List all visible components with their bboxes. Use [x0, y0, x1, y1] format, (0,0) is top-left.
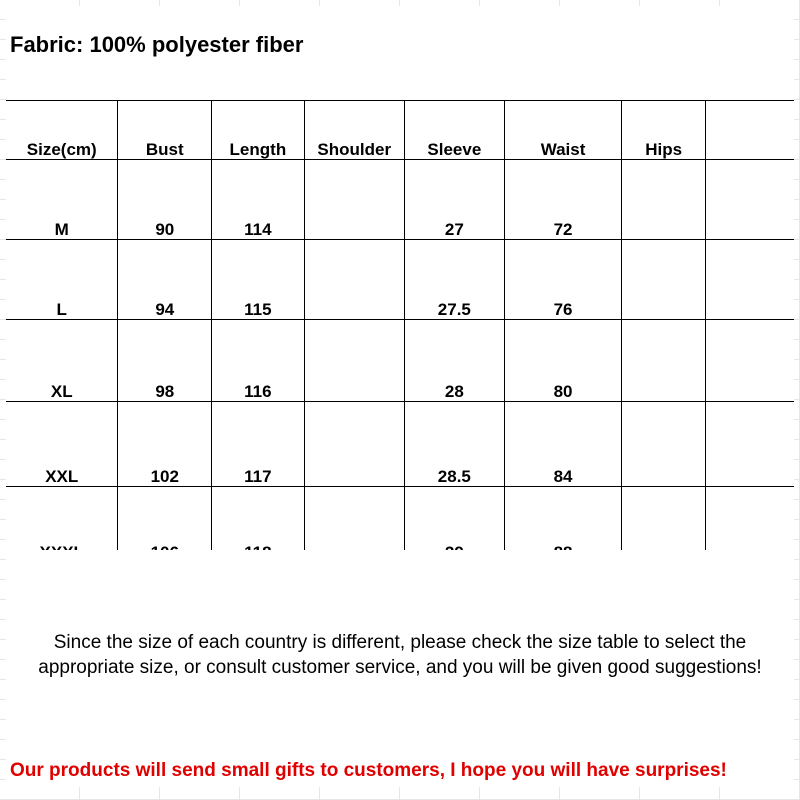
blank-row: [6, 550, 794, 615]
column-header-length: Length: [212, 101, 305, 160]
waist-cell: 84: [504, 402, 621, 487]
sleeve-cell: 27: [404, 160, 504, 240]
bust-cell: 90: [118, 160, 212, 240]
table-header-row: [6, 101, 794, 160]
column-header-hips: Hips: [622, 101, 706, 160]
size-notice: Since the size of each country is different, please check the size table to select the appropriate size, or consult customer service, and you will be given good suggestions!: [6, 614, 794, 705]
table-row: [6, 160, 794, 240]
column-header-sleeve: Sleeve: [404, 101, 504, 160]
hips-cell: [622, 320, 706, 402]
bust-cell: 98: [118, 320, 212, 402]
waist-cell: 72: [504, 160, 621, 240]
extra-cell: [706, 240, 794, 320]
promo-banner: Our products will send small gifts to customers, I hope you will have surprises!: [6, 704, 794, 787]
hips-cell: [622, 160, 706, 240]
table-row: [6, 240, 794, 320]
column-header-extra: [706, 101, 794, 160]
length-cell: 115: [212, 240, 305, 320]
column-header-bust: Bust: [118, 101, 212, 160]
shoulder-cell: [304, 240, 404, 320]
extra-cell: [706, 160, 794, 240]
sleeve-cell: 27.5: [404, 240, 504, 320]
blank-row: [6, 58, 794, 101]
bust-cell: 94: [118, 240, 212, 320]
column-header-waist: Waist: [504, 101, 621, 160]
size-table: [6, 100, 794, 563]
length-cell: 114: [212, 160, 305, 240]
length-cell: 117: [212, 402, 305, 487]
table-row: [6, 320, 794, 402]
shoulder-cell: [304, 320, 404, 402]
fabric-title: Fabric: 100% polyester fiber: [6, 6, 794, 59]
size-cell: XL: [6, 320, 118, 402]
table-row: [6, 402, 794, 487]
size-cell: M: [6, 160, 118, 240]
hips-cell: [622, 240, 706, 320]
shoulder-cell: [304, 402, 404, 487]
column-header-size: Size(cm): [6, 101, 118, 160]
waist-cell: 80: [504, 320, 621, 402]
size-cell: XXL: [6, 402, 118, 487]
length-cell: 116: [212, 320, 305, 402]
extra-cell: [706, 402, 794, 487]
shoulder-cell: [304, 160, 404, 240]
bust-cell: 102: [118, 402, 212, 487]
column-header-shoulder: Shoulder: [304, 101, 404, 160]
extra-cell: [706, 320, 794, 402]
sleeve-cell: 28.5: [404, 402, 504, 487]
waist-cell: 76: [504, 240, 621, 320]
hips-cell: [622, 402, 706, 487]
size-cell: L: [6, 240, 118, 320]
sleeve-cell: 28: [404, 320, 504, 402]
